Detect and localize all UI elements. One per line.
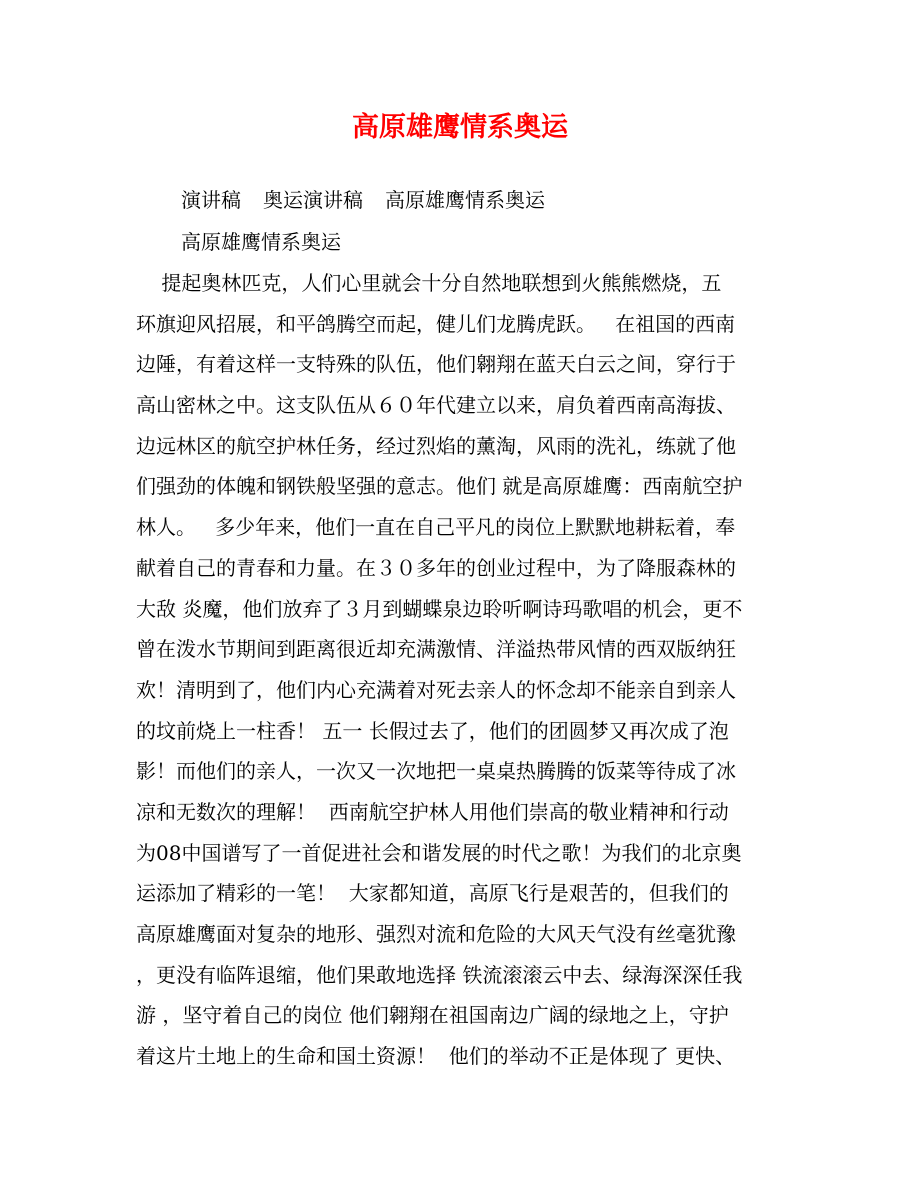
body-line: 大敌 炎魔，他们放弃了３月到蝴蝶泉边聆听啊诗玛歌唱的机会，更不 [136,596,743,621]
body-line: 凉和无数次的理解！ 西南航空护林人用他们崇高的敬业精神和行动 [136,799,729,824]
tag-olympic-speech: 奥运演讲稿 [263,188,363,212]
body-line: 着这片土地上的生命和国土资源！ 他们的举动不正是体现了 更快、 [136,1044,736,1069]
article-subtitle: 高原雄鹰情系奥运 [181,230,341,254]
body-line: 边远林区的航空护林任务，经过烈焰的薰淘，风雨的洗礼，练就了他 [136,433,736,458]
article-body [136,267,786,1081]
body-line: 运添加了精彩的一笔！ 大家都知道，高原飞行是艰苦的，但我们的 [136,881,729,906]
body-line: 为08中国谱写了一首促进社会和谐发展的时代之歌！为我们的北京奥 [136,840,742,865]
body-line: 欢！清明到了，他们内心充满着对死去亲人的怀念却不能亲自到亲人 [136,677,736,702]
body-line: ，更没有临阵退缩，他们果敢地选择 铁流滚滚云中去、绿海深深任我 [136,962,743,987]
body-line: 边陲，有着这样一支特殊的队伍，他们翱翔在蓝天白云之间，穿行于 [136,352,736,377]
body-line: 影！而他们的亲人，一次又一次地把一桌桌热腾腾的饭菜等待成了冰 [136,759,736,784]
body-line: 提起奥林匹克，人们心里就会十分自然地联想到火熊熊燃烧，五 [136,271,722,295]
body-line: 曾在泼水节期间到距离很近却充满激情、洋溢热带风情的西双版纳狂 [136,637,736,662]
body-line: 的坟前烧上一柱香！ 五一 长假过去了，他们的团圆梦又再次成了泡 [136,718,729,743]
body-line: 环旗迎风招展，和平鸽腾空而起，健儿们龙腾虎跃。 在祖国的西南 [136,311,736,336]
body-line: 献着自己的青春和力量。在３０多年的创业过程中，为了降服森林的 [136,555,736,580]
body-line: 高山密林之中。这支队伍从６０年代建立以来，肩负着西南高海拔、 [136,393,736,418]
page-title: 高原雄鹰情系奥运 [352,112,568,143]
tag-line [181,184,545,216]
tag-article-title: 高原雄鹰情系奥运 [385,188,545,212]
body-line: 游 ，坚守着自己的岗位 他们翱翔在祖国南边广阔的绿地之上，守护 [136,1003,729,1028]
body-line: 高原雄鹰面对复杂的地形、强烈对流和危险的大风天气没有丝毫犹豫 [136,922,736,946]
body-line: 林人。 多少年来，他们一直在自己平凡的岗位上默默地耕耘着，奉 [136,515,736,540]
tag-speech-draft: 演讲稿 [181,188,241,212]
body-line: 们强劲的体魄和钢铁般坚强的意志。他们 就是高原雄鹰：西南航空护 [136,474,743,499]
